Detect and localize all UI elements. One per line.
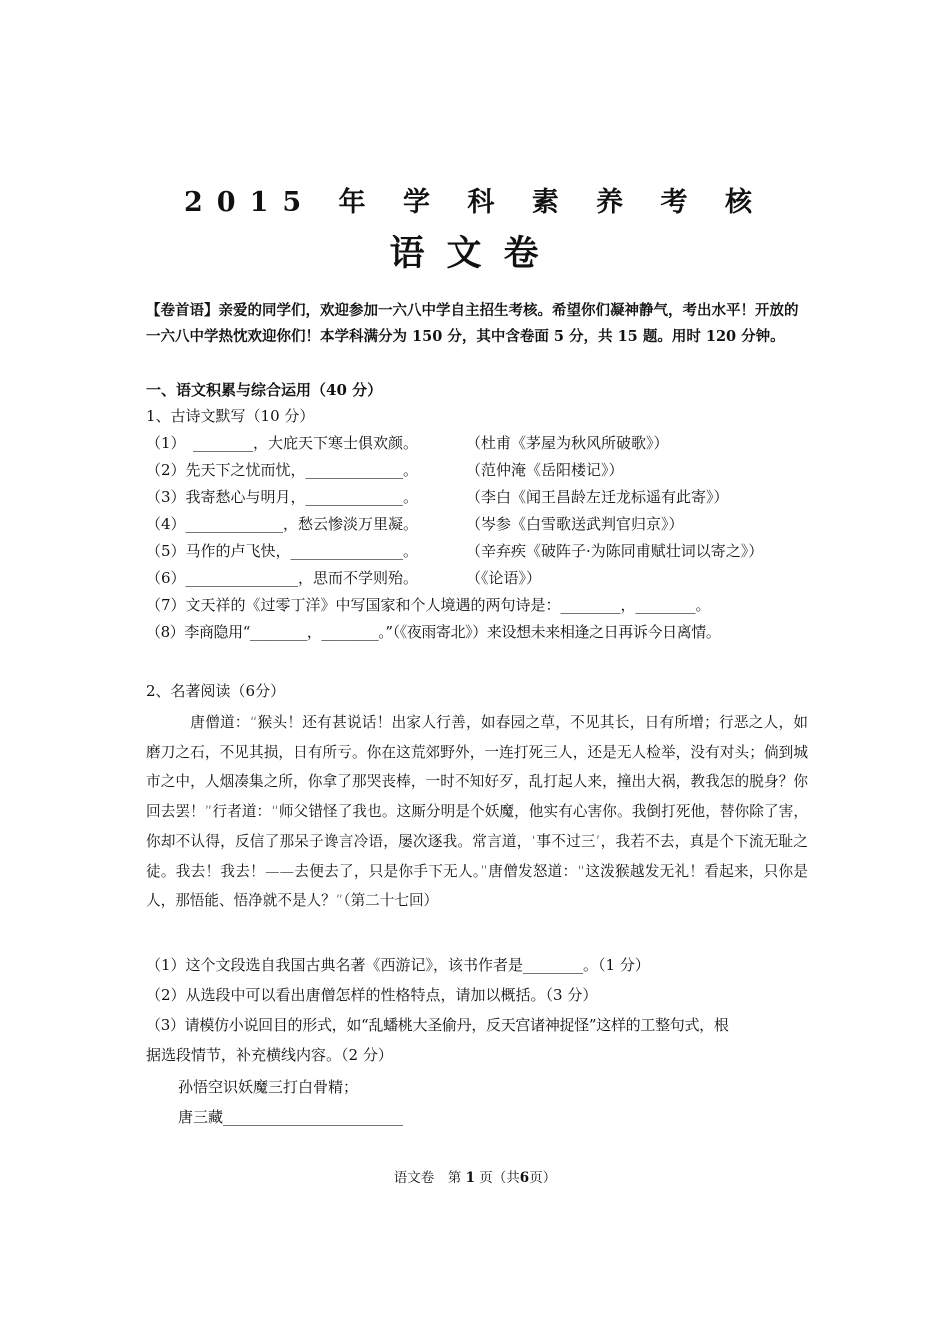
sub-question-2: （2）从选段中可以看出唐僧怎样的性格特点，请加以概括。（3 分） [146,986,598,1004]
sub-question-3-line2: 据选段情节，补充横线内容。（2 分） [146,1046,393,1064]
item-2: （2）先天下之忧而忧，_____________。 [146,461,419,479]
sub-question-1: （1）这个文段选自我国古典名著《西游记》，该书作者是________。（1 分） [146,956,650,974]
footer-total-pages: 6 [519,1170,530,1186]
item-4-source: （岑参《白雪歌送武判官归京》） [466,515,684,533]
preface-label: 【卷首语】 [146,302,219,319]
footer-prefix: 语文卷 第 [393,1170,462,1186]
item-3-source: （李白《闻王昌龄左迁龙标遥有此寄》） [466,488,729,506]
question-1-heading: 1、古诗文默写（10 分） [146,407,315,425]
reading-passage [146,708,808,916]
example-line: 孙悟空识妖魔三打白骨精； [178,1078,359,1096]
preface-text: 亲爱的同学们，欢迎参加一六八中学自主招生考核。希望你们凝神静气，考出水平！开放的一六八中学热忱欢迎你们！本学科满分为 150 分，其中含卷面 5 分，共 15 题。用时 120 分钟。 [146,302,799,345]
passage-text: 唐僧道：“猴头！还有甚说话！出家人行善，如春园之草，不见其长，日有所增；行恶之人，如磨刀之石，不见其损，日有所亏。你在这荒郊野外，一连打死三人，还是无人检举，没有对头；倘到城市之中，人烟凑集之所，你拿了那哭丧棒，一时不知好歹，乱打起人来，撞出大祸，教我怎的脱身？你回去罢！”行者道：“师父错怪了我也。这厮分明是个妖魔，他实有心害你。我倒打死他，替你除了害，你却不认得，反信了那呆子谗言冷语，屡次逐我。常言道，‘事不过三’，我若不去，真是个下流无耻之徒。我去！我去！——去便去了，只是你手下无人。”唐僧发怒道：“这泼猴越发无礼！看起来，只你是人，那悟能、悟净就不是人？”（第二十七回） [146,714,808,910]
item-6-source: （《论语》） [466,569,542,587]
item-1: （1） ________，大庇天下寒士俱欢颜。 [146,434,419,452]
paper-title: 语文卷 [389,233,561,274]
item-7: （7）文天祥的《过零丁洋》中写国家和个人境遇的两句诗是：________，________。 [146,596,711,614]
item-2-source: （范仲淹《岳阳楼记》） [466,461,624,479]
exam-title: 2015 年 学 科 素 养 考 核 [184,187,766,218]
page-footer [0,1166,950,1186]
item-5-source: （辛弃疾《破阵子·为陈同甫赋壮词以寄之》） [466,542,764,560]
section-heading: 一、语文积累与综合运用（40 分） [146,381,383,399]
item-1-source: （杜甫《茅屋为秋风所破歌》） [466,434,669,452]
item-8: （8）李商隐用“________，________。”（《夜雨寄北》）来设想未来相逢之日再诉今日离情。 [146,623,721,641]
item-6: （6）_______________，思而不学则殆。 [146,569,419,587]
sub-question-3-line1: （3）请模仿小说回目的形式，如“乱蟠桃大圣偷丹，反天宫诸神捉怪”这样的工整句式，根 [146,1016,729,1034]
question-2-heading: 2、名著阅读（6分） [146,682,286,700]
item-3: （3）我寄愁心与明月，_____________。 [146,488,419,506]
preface [146,298,806,350]
footer-middle: 页（共 [479,1170,520,1186]
footer-suffix: 页） [529,1170,557,1186]
item-4: （4）_____________，愁云惨淡万里凝。 [146,515,419,533]
item-5: （5）马作的卢飞快，_______________。 [146,542,419,560]
footer-page-number: 1 [465,1170,475,1186]
answer-line: 唐三藏________________________ [178,1108,404,1126]
